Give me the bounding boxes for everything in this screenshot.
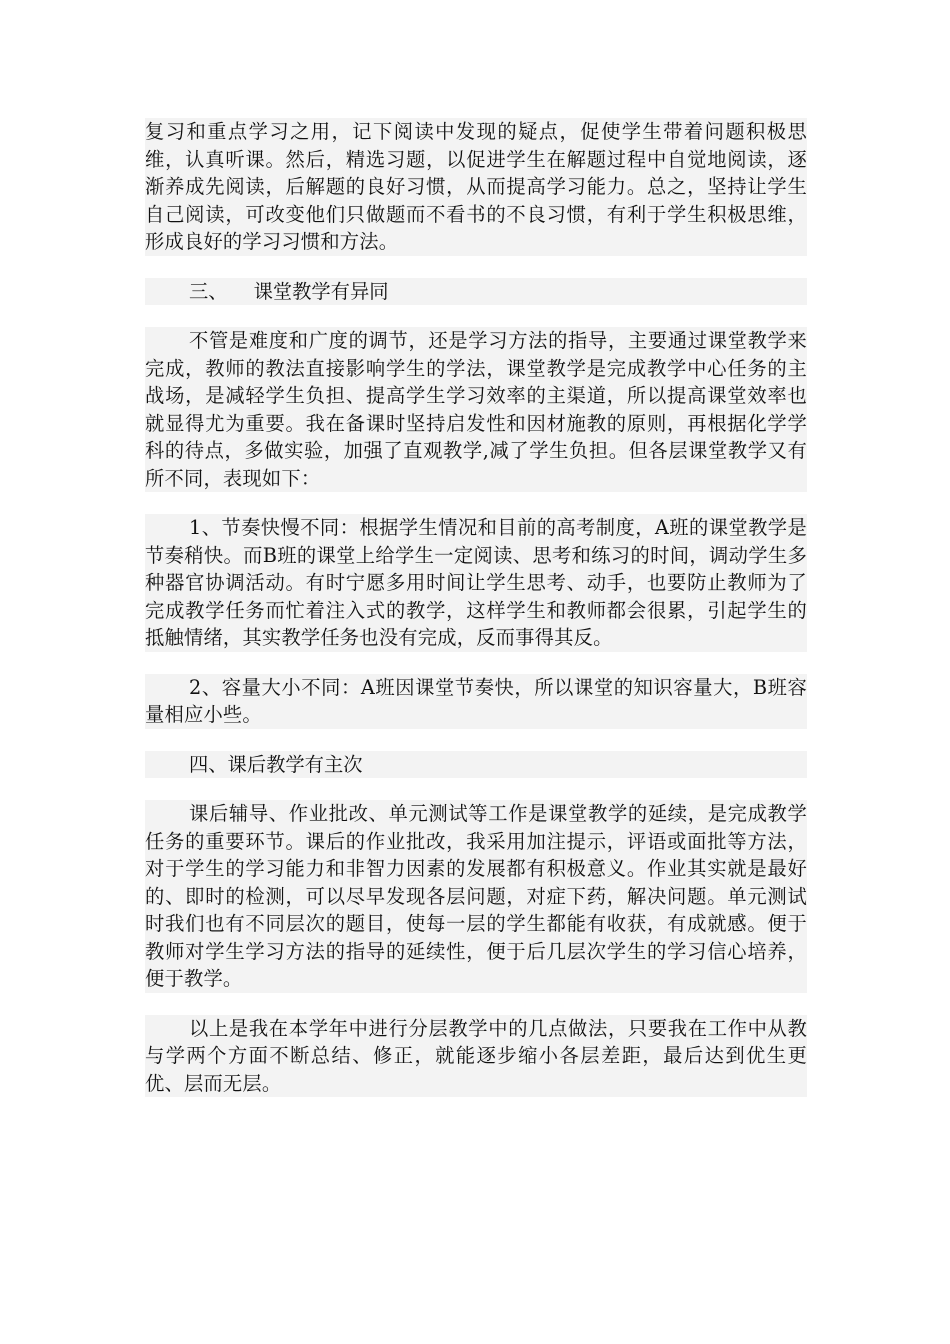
paragraph-gap <box>145 778 807 800</box>
paragraph-gap <box>145 305 807 327</box>
paragraph-classroom-teaching: 不管是难度和广度的调节，还是学习方法的指导，主要通过课堂教学来完成，教师的教法直接影响学生的学法，课堂教学是完成教学中心任务的主战场，是减轻学生负担、提高学生学习效率的主渠道，所以提高课堂效率也就显得尤为重要。我在备课时坚持启发性和因材施教的原则，再根据化学学科的待点，多做实验，加强了直观教学,减了学生负担。但各层课堂教学又有所不同，表现如下： <box>145 327 807 492</box>
paragraph-gap <box>145 729 807 751</box>
paragraph-gap <box>145 492 807 514</box>
paragraph-gap <box>145 652 807 674</box>
paragraph-pace-difference: 1、节奏快慢不同：根据学生情况和目前的高考制度，A班的课堂教学是节奏稍快。而B班的课堂上给学生一定阅读、思考和练习的时间，调动学生多种器官协调活动。有时宁愿多用时间让学生思考、动手，也要防止教师为了完成教学任务而忙着注入式的教学，这样学生和教师都会很累，引起学生的抵触情绪，其实教学任务也没有完成，反而事得其反。 <box>145 514 807 652</box>
paragraph-gap <box>145 993 807 1015</box>
section-heading-3-title: 课堂教学有异同 <box>253 279 389 303</box>
paragraph-conclusion: 以上是我在本学年中进行分层教学中的几点做法，只要我在工作中从教与学两个方面不断总结、修正，就能逐步缩小各层差距，最后达到优生更优、层而无层。 <box>145 1015 807 1098</box>
paragraph-after-class: 课后辅导、作业批改、单元测试等工作是课堂教学的延续，是完成教学任务的重要环节。课后的作业批改，我采用加注提示，评语或面批等方法，对于学生的学习能力和非智力因素的发展都有积极意义。作业其实就是最好的、即时的检测，可以尽早发现各层问题，对症下药，解决问题。单元测试时我们也有不同层次的题目，使每一层的学生都能有收获，有成就感。便于教师对学生学习方法的指导的延续性，便于后几层次学生的学习信心培养，便于教学。 <box>145 800 807 993</box>
paragraph-capacity-difference: 2、容量大小不同：A班因课堂节奏快，所以课堂的知识容量大，B班容量相应小些。 <box>145 674 807 729</box>
section-heading-3-number: 三、 <box>189 279 228 303</box>
document-body <box>145 118 807 1097</box>
paragraph-reading-habits: 复习和重点学习之用，记下阅读中发现的疑点，促使学生带着问题积极思维，认真听课。然后，精选习题，以促进学生在解题过程中自觉地阅读，逐渐养成先阅读，后解题的良好习惯，从而提高学习能力。总之，坚持让学生自己阅读，可改变他们只做题而不看书的不良习惯，有利于学生积极思维，形成良好的学习习惯和方法。 <box>145 118 807 256</box>
section-heading-4: 四、课后教学有主次 <box>145 751 807 779</box>
paragraph-gap <box>145 256 807 278</box>
section-heading-3 <box>145 278 807 306</box>
